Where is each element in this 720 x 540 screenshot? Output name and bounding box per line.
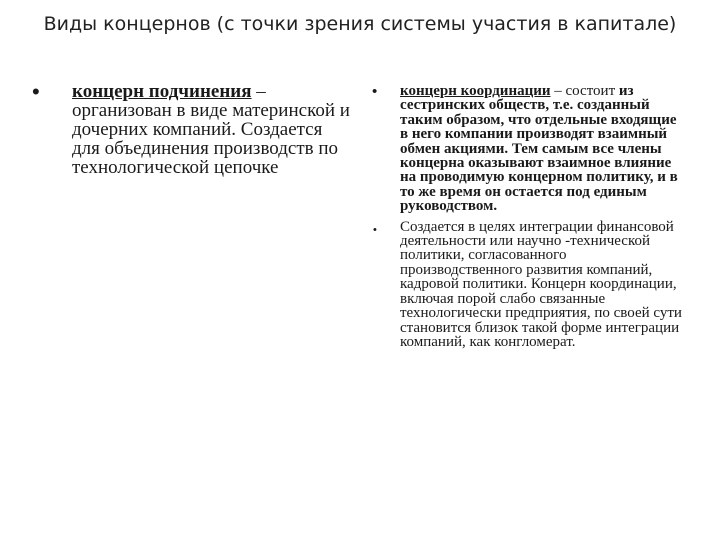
slide-title: Виды концернов (с точки зрения системы участия в капитале) bbox=[43, 13, 677, 35]
list-item-coordination-purpose bbox=[372, 220, 682, 350]
definition-coordination-concern-body: из сестринских обществ, т.е. созданный таким образом, что отдельные входящие в него компании производят взаимный обмен акциями. Тем самым все члены концерна оказывают взаимное влияние на проводимую концерном политику, и в то же время он остается под единым руководством. bbox=[400, 83, 678, 215]
term-subordination-concern: концерн подчинения bbox=[72, 81, 252, 102]
left-column bbox=[30, 79, 350, 178]
term-coordination-concern: концерн координации bbox=[400, 83, 551, 99]
bullet-icon: • bbox=[32, 79, 40, 104]
bullet-icon: • bbox=[373, 223, 377, 236]
bullet-icon: • bbox=[372, 83, 378, 100]
list-item-coordination-concern bbox=[372, 84, 682, 214]
list-item-subordination-concern bbox=[30, 79, 350, 178]
coordination-purpose-text: Создается в целях интеграции финансовой деятельности или научно -технической политики, согласованного производственного развития компаний, кадровой политики. Концерн координации, включая порой слабо связанные технологически предприятия, по своей сути становится близок такой форме интеграции компаний, как конгломерат. bbox=[400, 218, 682, 350]
definition-coordination-concern-start: – состоит bbox=[550, 83, 619, 99]
definition-subordination-concern: – организован в виде материнской и дочерних компаний. Создается для объединения производств по технологической цепочке bbox=[72, 81, 350, 178]
right-column bbox=[372, 84, 682, 349]
